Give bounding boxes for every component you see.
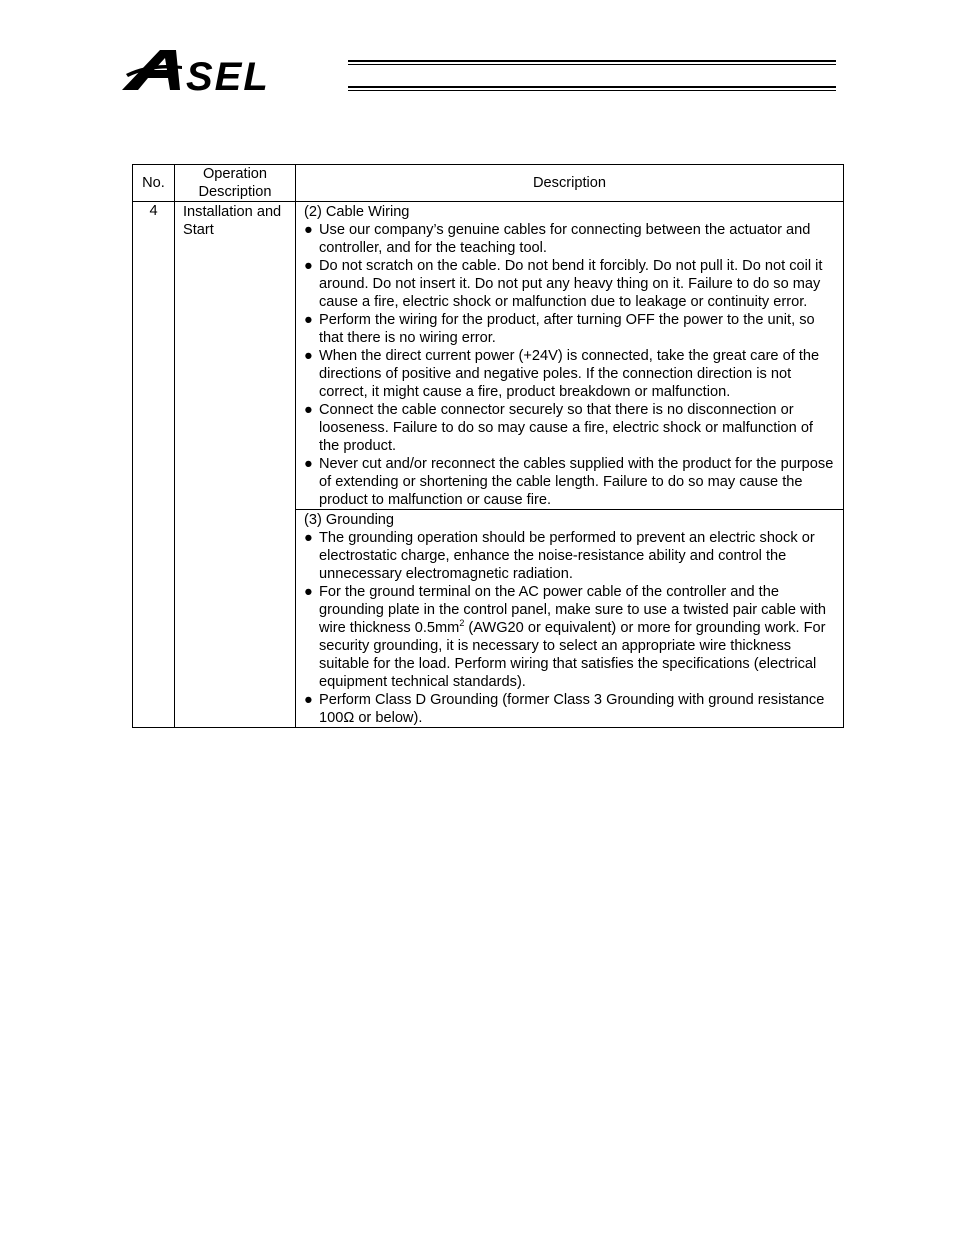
header-operation: Operation Description: [175, 165, 296, 202]
asel-logo: [120, 44, 836, 96]
bullet-icon: ●: [304, 258, 313, 274]
list-item: [304, 401, 835, 455]
list-item: [304, 257, 835, 311]
list-item-text: Perform Class D Grounding (former Class 3 Grounding with ground resistance 100Ω or below).: [319, 692, 825, 726]
list-item-text: Connect the cable connector securely so that there is no disconnection or looseness. Failure to do so may cause a fire, electric shock or malfunction of the product.: [319, 402, 813, 454]
bullet-icon: ●: [304, 402, 313, 418]
list-item-text: The grounding operation should be performed to prevent an electric shock or electrostatic charge, enhance the noise-resistance ability and control the unnecessary electromagnetic radiation.: [319, 530, 815, 582]
table-row: [133, 202, 844, 510]
list-item: [304, 455, 835, 509]
header-no: No.: [133, 165, 175, 202]
logo-rule-bottom-thin: [348, 90, 836, 91]
logo-rule-top: [348, 60, 836, 62]
list-item: [304, 347, 835, 401]
row-operation: Installation and Start: [175, 202, 296, 728]
list-item: [304, 529, 835, 583]
header-description: Description: [296, 165, 844, 202]
bullet-icon: ●: [304, 584, 313, 600]
bullet-icon: ●: [304, 456, 313, 472]
section-cable-wiring: [296, 202, 844, 510]
operation-table: [132, 164, 844, 728]
list-item: [304, 691, 835, 727]
list-item-text: For the ground terminal on the AC power cable of the controller and the grounding plate in the control panel, make sure to use a twisted pair cable with wire thickness 0.5mm: [319, 584, 827, 636]
bullet-icon: ●: [304, 312, 313, 328]
list-item-text: When the direct current power (+24V) is connected, take the great care of the directions of positive and negative poles. If the connection direction is not correct, it might cause a fire, product breakdown or malfunction.: [319, 348, 820, 400]
logo-rule-top-thin: [348, 64, 836, 65]
list-item: [304, 311, 835, 347]
list-item: [304, 221, 835, 257]
list-item-text: (AWG20 or equivalent) or more for grounding work. For security grounding, it is necessary to select an appropriate wire thickness suitable for the load. Perform wiring that satisfies the specifications (electrical equipment technical standards).: [319, 620, 826, 690]
bullet-list: [304, 529, 835, 727]
bullet-icon: ●: [304, 348, 313, 364]
table-header-row: [133, 165, 844, 202]
section-title: (2) Cable Wiring: [304, 204, 410, 220]
list-item-text: Use our company’s genuine cables for connecting between the actuator and controller, and for the teaching tool.: [319, 222, 811, 256]
bullet-icon: ●: [304, 692, 313, 708]
section-grounding: [296, 510, 844, 728]
list-item: [304, 583, 835, 691]
bullet-icon: ●: [304, 222, 313, 238]
list-item-text: Perform the wiring for the product, after turning OFF the power to the unit, so that there is no wiring error.: [319, 312, 815, 346]
svg-text:SEL: SEL: [186, 55, 270, 96]
logo-rule-bottom: [348, 86, 836, 88]
section-title: (3) Grounding: [304, 512, 395, 528]
row-number: 4: [133, 202, 175, 728]
list-item-text: Never cut and/or reconnect the cables supplied with the product for the purpose of extending or shortening the cable length. Failure to do so may cause the product to malfunction or cause fire.: [319, 456, 834, 508]
list-item-text: Do not scratch on the cable. Do not bend it forcibly. Do not pull it. Do not coil it around. Do not insert it. Do not put any heavy thing on it. Failure to do so may cause a fire, electric shock or malfunction due to leakage or continuity error.: [319, 258, 823, 310]
bullet-icon: ●: [304, 530, 313, 546]
bullet-list: [304, 221, 835, 509]
superscript: 2: [459, 618, 465, 628]
asel-logo-mark: [120, 44, 350, 96]
